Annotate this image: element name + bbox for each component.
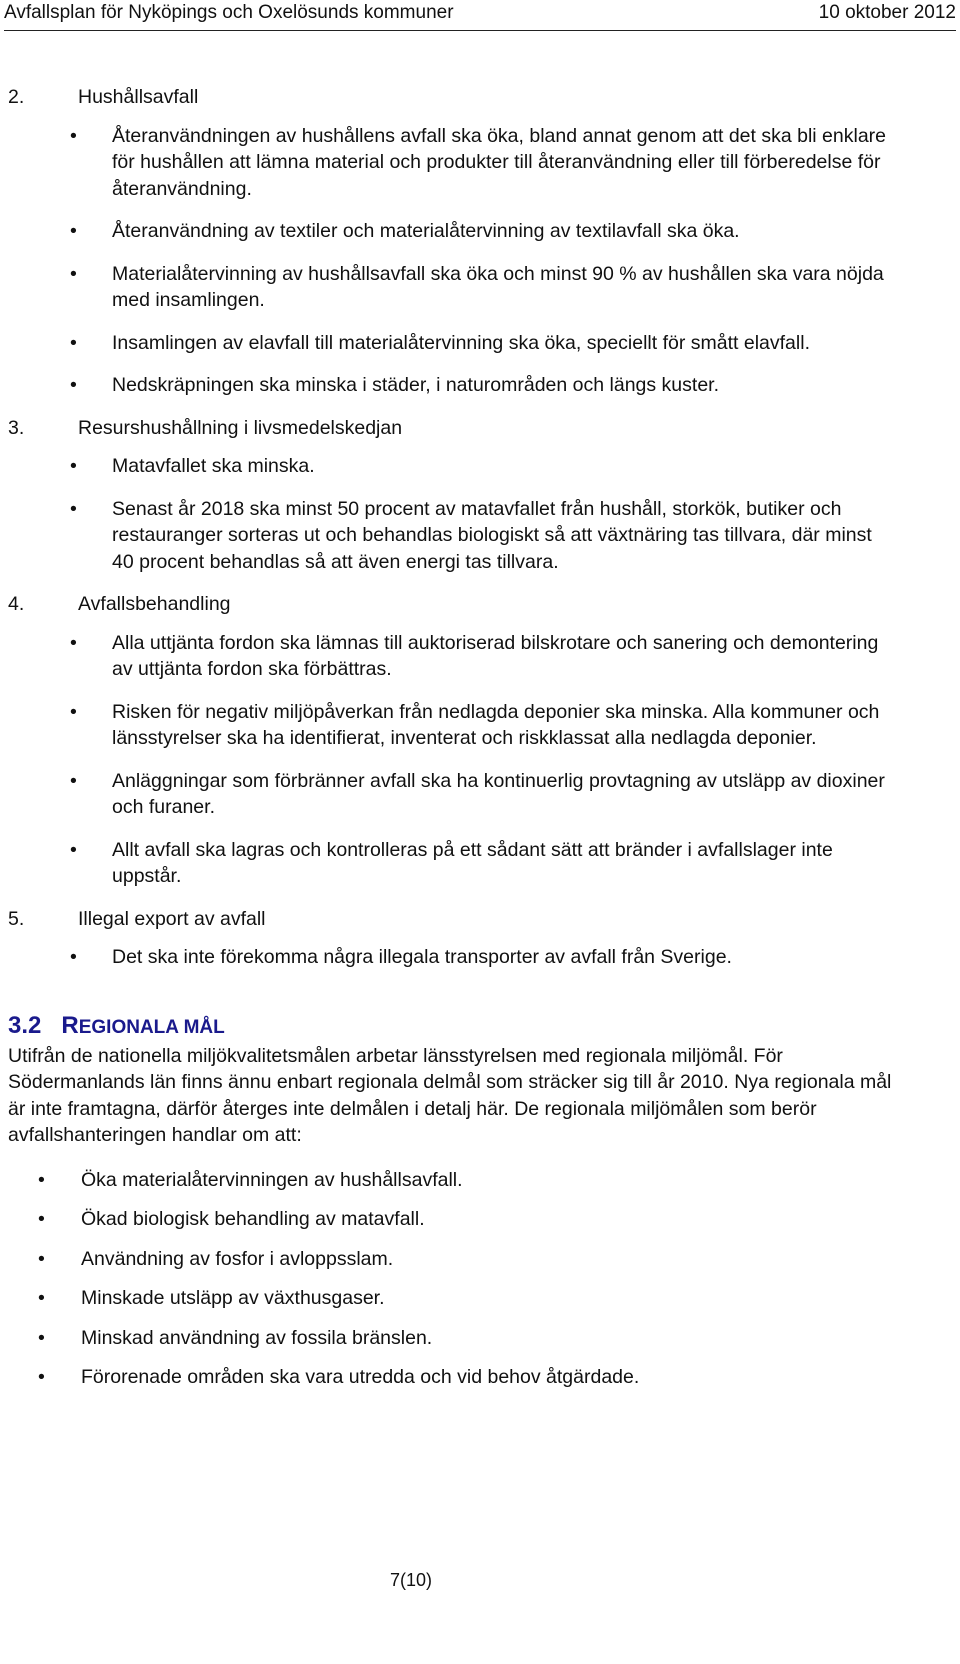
goal-heading (8, 906, 898, 933)
regional-goal-list (8, 1167, 898, 1391)
goal-title: Resurshushållning i livsmedelskedjan (78, 416, 403, 439)
list-item (8, 1285, 898, 1312)
list-item-text: Öka materialåtervinningen av hushållsavfall. (81, 1168, 463, 1191)
list-item (8, 496, 898, 576)
list-item-text: Allt avfall ska lagras och kontrolleras på ett sådant sätt att bränder i avfallslager inte uppstår. (112, 838, 833, 887)
document-body (8, 84, 898, 1404)
bullet-icon: • (38, 1326, 45, 1349)
list-item-text: Återanvändning av textiler och materialåtervinning av textilavfall ska öka. (112, 220, 740, 242)
document-title: Avfallsplan för Nyköpings och Oxelösunds kommuner (4, 2, 454, 23)
list-item-text: Senast år 2018 ska minst 50 procent av matavfallet från hushåll, storkök, butiker och restauranger sorteras ut och behandlas biologiskt så att växtnäring tas tillvara, där minst 40 procent behandlas så att även energi tas tillvara. (112, 497, 872, 573)
bullet-icon: • (70, 631, 77, 654)
list-item-text: Anläggningar som förbränner avfall ska ha kontinuerlig provtagning av utsläpp av dioxiner och furaner. (112, 769, 885, 818)
goal-number: 5. (8, 907, 25, 930)
bullet-icon: • (38, 1168, 45, 1191)
list-item-text: Användning av fosfor i avloppsslam. (81, 1247, 394, 1270)
goal-number: 4. (8, 593, 25, 615)
bullet-icon: • (70, 262, 77, 285)
goal-group (8, 591, 898, 890)
bullet-icon: • (70, 455, 77, 477)
bullet-icon: • (70, 124, 77, 147)
list-item (8, 123, 898, 203)
bullet-icon: • (38, 1287, 45, 1309)
list-item (8, 330, 898, 357)
bullet-icon: • (70, 946, 77, 968)
bullet-icon: • (38, 1208, 45, 1230)
bullet-icon: • (70, 769, 77, 792)
bullet-icon: • (70, 220, 77, 242)
bullet-icon: • (70, 374, 77, 396)
goal-group (8, 906, 898, 971)
page-header (4, 0, 956, 31)
bullet-icon: • (38, 1247, 45, 1270)
list-item (8, 1206, 898, 1233)
document-date: 10 oktober 2012 (818, 2, 956, 23)
list-item (8, 1246, 898, 1273)
list-item (8, 944, 898, 971)
goal-list (8, 453, 898, 575)
bullet-icon: • (70, 331, 77, 354)
goal-list (8, 630, 898, 890)
list-item-text: Det ska inte förekomma några illegala transporter av avfall från Sverige. (112, 946, 732, 968)
section-title-rest: EGIONALA MÅL (78, 1016, 225, 1038)
list-item-text: Materialåtervinning av hushållsavfall ska öka och minst 90 % av hushållen ska vara nöjda med insamlingen. (112, 262, 884, 311)
goal-title: Hushållsavfall (78, 86, 199, 108)
list-item (8, 261, 898, 314)
list-item-text: Nedskräpningen ska minska i städer, i naturområden och längs kuster. (112, 374, 719, 396)
goal-number: 2. (8, 86, 25, 108)
goal-group (8, 415, 898, 576)
section-heading (8, 1011, 898, 1043)
list-item-text: Alla uttjänta fordon ska lämnas till auktoriserad bilskrotare och sanering och demontering av uttjänta fordon ska förbättras. (112, 631, 879, 680)
goal-list (8, 944, 898, 971)
goal-heading (8, 591, 898, 618)
list-item-text: Insamlingen av elavfall till materialåtervinning ska öka, speciellt för smått elavfall. (112, 331, 810, 354)
list-item (8, 1167, 898, 1194)
page-number: 7(10) (389, 1570, 433, 1590)
bullet-icon: • (70, 838, 77, 861)
section-title-initial: R (61, 1011, 79, 1039)
list-item-text: Ökad biologisk behandling av matavfall. (81, 1208, 425, 1230)
goal-heading (8, 415, 898, 442)
list-item (8, 699, 898, 752)
list-item-text: Återanvändningen av hushållens avfall ska öka, bland annat genom att det ska bli enklare för hushållen att lämna material och produkter till återanvändning eller till förberedelse för återanvändning. (112, 124, 887, 200)
goal-number: 3. (8, 416, 25, 439)
list-item-text: Minskad användning av fossila bränslen. (81, 1326, 433, 1349)
list-item (8, 218, 898, 245)
bullet-icon: • (38, 1366, 45, 1388)
goal-list (8, 123, 898, 399)
list-item-text: Risken för negativ miljöpåverkan från nedlagda deponier ska minska. Alla kommuner och länsstyrelser ska ha identifierat, inventerat och riskklassat alla nedlagda deponier. (112, 700, 880, 749)
list-item (8, 453, 898, 480)
goal-title: Avfallsbehandling (78, 593, 231, 615)
list-item (8, 837, 898, 890)
regional-goals-section (8, 1011, 898, 1391)
list-item (8, 768, 898, 821)
list-item-text: Minskade utsläpp av växthusgaser. (81, 1287, 385, 1309)
goal-title: Illegal export av avfall (78, 907, 266, 930)
goal-heading (8, 84, 898, 111)
list-item (8, 630, 898, 683)
bullet-icon: • (70, 700, 77, 723)
list-item (8, 372, 898, 399)
bullet-icon: • (70, 497, 77, 520)
list-item (8, 1325, 898, 1352)
section-number: 3.2 (8, 1011, 42, 1039)
list-item-text: Matavfallet ska minska. (112, 455, 315, 477)
list-item-text: Förorenade områden ska vara utredda och vid behov åtgärdade. (81, 1366, 640, 1388)
goal-group (8, 84, 898, 399)
list-item (8, 1364, 898, 1391)
section-paragraph: Utifrån de nationella miljökvalitetsmålen arbetar länsstyrelsen med regionala miljömål. För Södermanlands län finns ännu enbart regionala delmål som sträcker sig till år 2010. Nya regionala mål är inte framtagna, därför återges inte delmålen i detalj här. De regionala miljömålen som berör avfallshanteringen handlar om att: (8, 1044, 892, 1146)
